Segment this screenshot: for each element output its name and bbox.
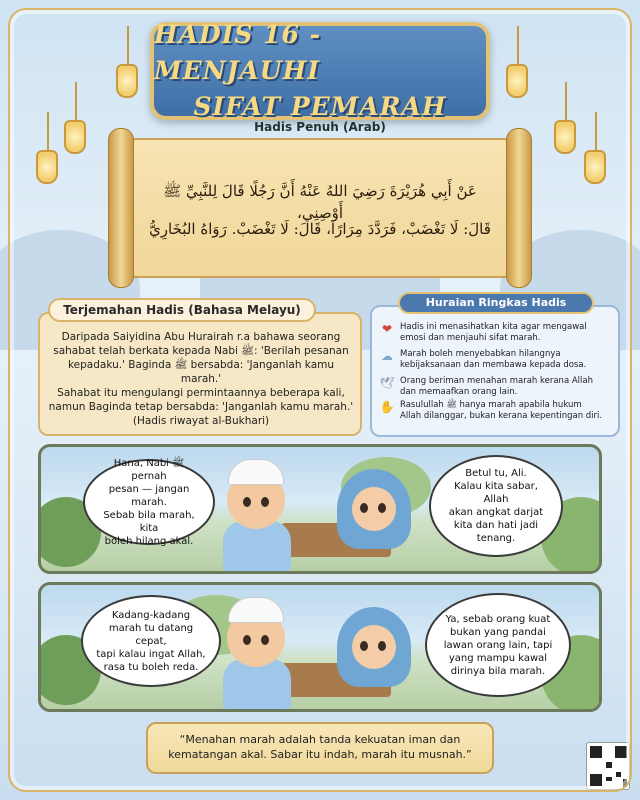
lantern-icon	[36, 150, 58, 184]
translation-line: sahabat telah berkata kepada Nabi ﷺ: 'Berilah pesanan	[53, 345, 349, 357]
speech-line: akan angkat darjat	[448, 507, 544, 518]
hadith-scroll	[108, 120, 532, 288]
summary-point	[378, 322, 614, 344]
speech-line: yang mampu kawal	[448, 652, 548, 664]
arabic-text-line2: قَالَ: لَا تَغْضَبْ، فَرَدَّدَ مِرَارًا، قَالَ: لَا تَغْضَبْ. رَوَاهُ البُخَارِيُّ	[149, 220, 491, 238]
kopiah-icon	[228, 459, 284, 485]
speech-line: bukan yang pandai	[450, 626, 546, 638]
scroll-heading: Hadis Penuh (Arab)	[254, 120, 386, 134]
lantern-icon	[584, 150, 606, 184]
comic-panel-2	[38, 582, 602, 712]
summary-point-text: Rasulullah ﷺ hanya marah apabila hukum	[400, 400, 582, 410]
speech-line: Hana, Nabi ﷺ pernah	[113, 457, 185, 482]
eye	[378, 641, 386, 651]
eye	[261, 635, 269, 645]
speech-line: Kalau kita sabar, Allah	[454, 481, 538, 505]
summary-point-text: Hadis ini menasihatkan kita agar mengawal	[400, 322, 587, 332]
speech-line: pesan — jangan marah.	[108, 483, 190, 508]
summary-point-text: kebijaksanaan dan membawa kepada dosa.	[400, 360, 587, 370]
speech-bubble-right	[425, 593, 571, 697]
translation-line: (Hadis riwayat al-Bukhari)	[132, 415, 270, 427]
summary-point	[378, 349, 614, 371]
eye	[243, 635, 251, 645]
heart-icon: ❤	[381, 322, 393, 336]
summary-point-text: Orang beriman menahan marah kerana Allah	[400, 376, 593, 386]
closing-quote	[146, 722, 494, 774]
summary-point-text: emosi dan menjauhi sifat marah.	[400, 333, 541, 343]
scroll-roll-left	[108, 128, 134, 288]
summary-heading: Huraian Ringkas Hadis	[398, 292, 594, 314]
page-title-line2: SIFAT PEMARAH	[193, 92, 447, 121]
lantern-icon	[116, 64, 138, 98]
comic-panel-1	[38, 444, 602, 574]
translation-line: kepadaku.' Baginda ﷺ bersabda: 'Janganlah kamu marah.'	[67, 359, 335, 385]
speech-line: rasa tu boleh reda.	[103, 661, 199, 673]
eye	[360, 641, 368, 651]
speech-line: Betul tu, Ali.	[465, 468, 527, 479]
summary-point-text: dan memaafkan orang lain.	[400, 387, 518, 397]
translation-line: Sahabat itu mengulangi permintaannya beberapa kali,	[57, 387, 345, 399]
eye	[378, 503, 386, 513]
speech-line: tapi kalau ingat Allah,	[96, 648, 206, 660]
quote-line: kematangan akal. Sabar itu indah, marah itu musnah.”	[168, 748, 472, 761]
hand-icon: ✋	[379, 400, 395, 414]
speech-line: Kadang-kadang	[111, 609, 191, 621]
lantern-icon	[64, 120, 86, 154]
speech-line: dirinya bila marah.	[450, 665, 546, 677]
quote-line: “Menahan marah adalah tanda kekuatan iman dan	[179, 733, 461, 746]
eye	[243, 497, 251, 507]
summary-point-text: Allah dilanggar, bukan kerana kepentingan diri.	[400, 411, 603, 421]
cloud-icon: ☁	[381, 349, 393, 363]
translation-line: Daripada Saiyidina Abu Hurairah r.a bahawa seorang	[61, 331, 341, 343]
summary-point-text: Marah boleh menyebabkan hilangnya	[400, 349, 561, 359]
dove-icon: 🕊	[379, 376, 395, 390]
speech-bubble-left	[81, 595, 221, 687]
speech-bubble-left	[83, 459, 215, 545]
speech-line: kita dan hati jadi	[453, 520, 539, 531]
speech-line: marah tu datang cepat,	[108, 622, 194, 647]
kopiah-icon	[228, 597, 284, 623]
eye	[261, 497, 269, 507]
title-banner	[150, 22, 490, 120]
qr-code-icon[interactable]	[586, 742, 630, 790]
lantern-icon	[554, 120, 576, 154]
speech-line: tenang.	[476, 533, 516, 544]
speech-line: lawan orang lain, tapi	[443, 639, 553, 651]
lantern-icon	[506, 64, 528, 98]
translation-line: namun Baginda tetap bersabda: 'Janganlah kamu marah.'	[48, 401, 354, 413]
speech-bubble-right	[429, 455, 563, 557]
speech-line: boleh hilang akal.	[104, 535, 194, 547]
translation-text	[48, 330, 354, 428]
eye	[360, 503, 368, 513]
speech-line: Sebab bila marah, kita	[103, 509, 195, 534]
summary-point	[378, 376, 614, 398]
girl-face	[352, 487, 396, 531]
summary-point	[378, 400, 614, 422]
girl-face	[352, 625, 396, 669]
speech-line: Ya, sebab orang kuat	[445, 613, 551, 625]
translation-heading: Terjemahan Hadis (Bahasa Melayu)	[48, 298, 316, 322]
arabic-text-line1: عَنْ أَبِي هُرَيْرَةَ رَضِيَ اللهُ عَنْهُ أَنَّ رَجُلًا قَالَ لِلنَّبِيِّ ﷺ أَوْصِنِي،	[163, 182, 477, 222]
scroll-roll-right	[506, 128, 532, 288]
page-title-line1: HADIS 16 - MENJAUHI	[154, 20, 322, 85]
